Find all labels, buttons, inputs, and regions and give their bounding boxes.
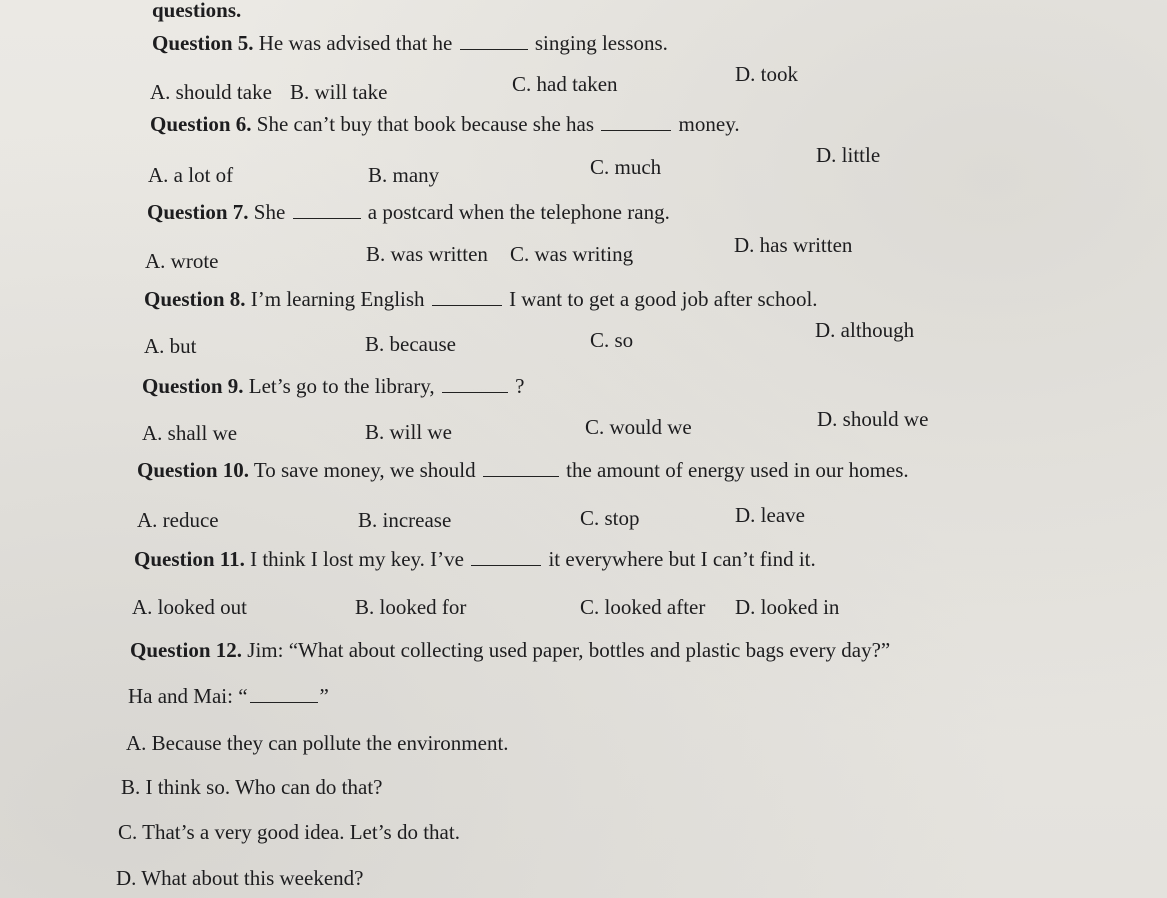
- option-a[interactable]: A. reduce: [137, 508, 219, 532]
- question-stem-end: money.: [678, 112, 740, 136]
- option-a[interactable]: A. but: [144, 334, 197, 358]
- answer-blank[interactable]: [471, 551, 541, 566]
- answer-blank[interactable]: [293, 204, 361, 219]
- option-b[interactable]: B. increase: [358, 508, 452, 532]
- option-c[interactable]: C. so: [590, 328, 634, 352]
- answer-blank[interactable]: [250, 688, 318, 703]
- question-number: Question 6.: [150, 112, 252, 136]
- question-stem: I think I lost my key. I’ve: [250, 547, 464, 571]
- option-b[interactable]: B. will take: [290, 80, 388, 104]
- option-d[interactable]: D. although: [815, 318, 915, 342]
- option-c[interactable]: C. looked after: [580, 595, 706, 619]
- answer-blank[interactable]: [442, 378, 508, 393]
- question-stem-end: I want to get a good job after school.: [509, 287, 818, 311]
- question-11: [134, 549, 816, 570]
- question-stem-end: the amount of energy used in our homes.: [566, 458, 909, 482]
- question-stem: He was advised that he: [258, 31, 453, 55]
- option-d[interactable]: D. What about this weekend?: [116, 866, 364, 890]
- question-number: Question 11.: [134, 547, 245, 571]
- section-header: questions.: [152, 0, 242, 22]
- question-12: [130, 640, 890, 661]
- answer-blank[interactable]: [460, 35, 528, 50]
- question-10: [137, 460, 909, 481]
- question-7: [147, 202, 670, 223]
- option-a[interactable]: A. looked out: [132, 595, 247, 619]
- question-stem-end: ?: [515, 374, 525, 398]
- option-d[interactable]: D. looked in: [735, 595, 840, 619]
- option-b[interactable]: B. will we: [365, 420, 452, 444]
- option-c[interactable]: C. stop: [580, 506, 640, 530]
- question-stem: I’m learning English: [250, 287, 425, 311]
- option-d[interactable]: D. took: [735, 62, 798, 86]
- option-a[interactable]: A. should take: [150, 80, 272, 104]
- question-stem: To save money, we should: [253, 458, 476, 482]
- question-stem-end: singing lessons.: [534, 31, 668, 55]
- option-b[interactable]: B. looked for: [355, 595, 467, 619]
- option-a[interactable]: A. shall we: [142, 421, 238, 445]
- question-number: Question 9.: [142, 374, 244, 398]
- question-number: Question 5.: [152, 31, 254, 55]
- answer-blank[interactable]: [432, 291, 502, 306]
- answer-blank[interactable]: [483, 462, 559, 477]
- question-stem-end: it everywhere but I can’t find it.: [548, 547, 816, 571]
- answer-blank[interactable]: [601, 116, 671, 131]
- option-d[interactable]: D. should we: [817, 407, 929, 431]
- question-number: Question 8.: [144, 287, 246, 311]
- question-number: Question 10.: [137, 458, 250, 482]
- question-9: [142, 376, 524, 397]
- option-a[interactable]: A. a lot of: [148, 163, 234, 187]
- response-prefix: Ha and Mai: “: [128, 684, 248, 708]
- option-d[interactable]: D. leave: [735, 503, 805, 527]
- question-stem: She can’t buy that book because she has: [256, 112, 595, 136]
- question-stem: Let’s go to the library,: [248, 374, 435, 398]
- option-c[interactable]: C. much: [590, 155, 662, 179]
- question-number: Question 12.: [130, 638, 243, 662]
- option-a[interactable]: A. wrote: [145, 249, 219, 273]
- question-stem: Jim: “What about collecting used paper, bottles and plastic bags every day?”: [247, 638, 891, 662]
- option-c[interactable]: C. would we: [585, 415, 692, 439]
- question-stem-end: a postcard when the telephone rang.: [367, 200, 670, 224]
- option-a[interactable]: A. Because they can pollute the environment.: [126, 731, 509, 755]
- question-6: [150, 114, 740, 135]
- question-number: Question 7.: [147, 200, 249, 224]
- option-d[interactable]: D. little: [816, 143, 881, 167]
- option-b[interactable]: B. because: [365, 332, 456, 356]
- question-12-response-line: [128, 686, 329, 707]
- option-c[interactable]: C. was writing: [510, 242, 634, 266]
- option-b[interactable]: B. many: [368, 163, 440, 187]
- option-b[interactable]: B. was written: [366, 242, 488, 266]
- option-c[interactable]: C. That’s a very good idea. Let’s do that.: [118, 820, 460, 844]
- option-b[interactable]: B. I think so. Who can do that?: [121, 775, 383, 799]
- option-c[interactable]: C. had taken: [512, 72, 618, 96]
- question-8: [144, 289, 818, 310]
- question-stem: She: [253, 200, 286, 224]
- question-5: [152, 33, 668, 54]
- option-d[interactable]: D. has written: [734, 233, 853, 257]
- response-suffix: ”: [319, 684, 329, 708]
